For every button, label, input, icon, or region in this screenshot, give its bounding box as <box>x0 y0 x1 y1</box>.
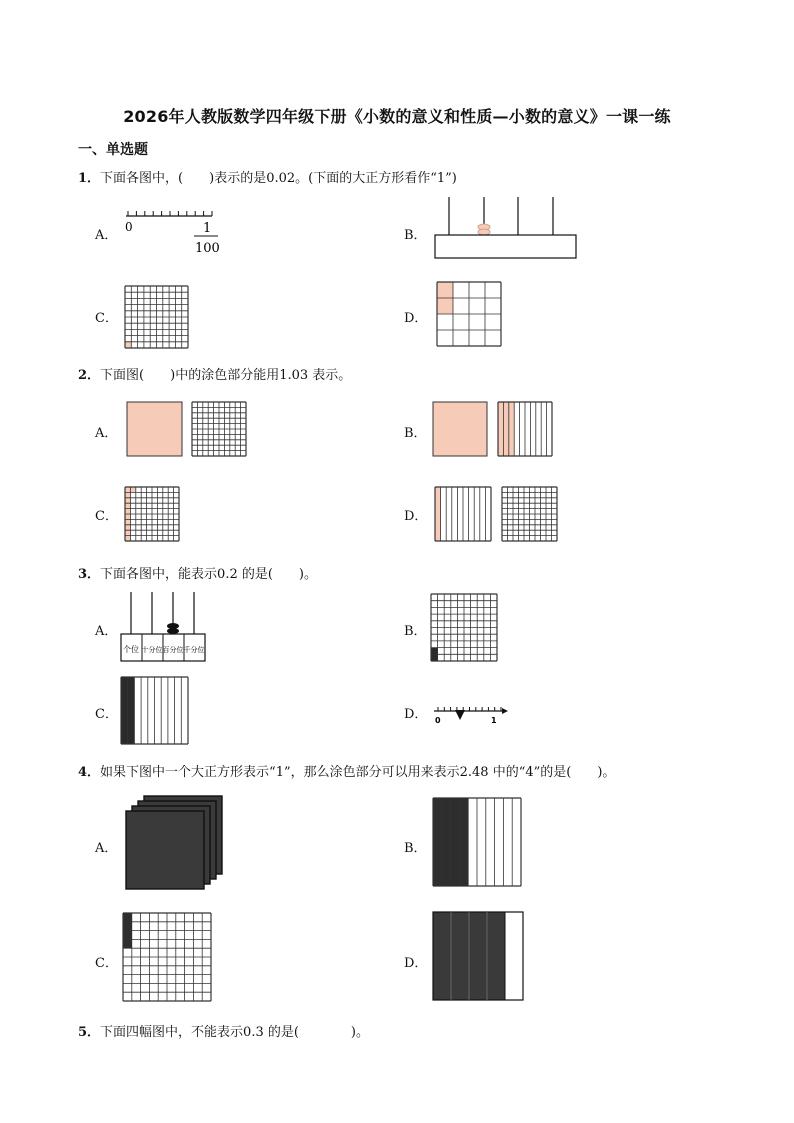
question-text: 下面四幅图中，不能表示0.3 的是( )。 <box>100 1025 369 1040</box>
number-line-figure <box>432 700 512 726</box>
number-line-figure <box>122 205 222 257</box>
hundred-grid-figure <box>430 593 500 663</box>
place-label: 百分位 <box>162 646 184 654</box>
question-text: 下面各图中，( )表示的是0.02。(下面的大正方形看作“1”) <box>100 171 457 186</box>
option-label[interactable]: D． <box>404 311 428 326</box>
option-label[interactable]: D． <box>404 956 428 971</box>
shaded-square-figure <box>126 401 250 459</box>
option-label[interactable]: A． <box>95 624 118 639</box>
question-text: 下面各图中，能表示0.2 的是( )。 <box>100 567 317 582</box>
option-label[interactable]: B． <box>404 228 427 243</box>
option-label[interactable]: C． <box>95 956 118 971</box>
pointer-triangle <box>455 710 465 720</box>
place-label: 千分位 <box>183 646 205 654</box>
question-3 <box>78 563 317 582</box>
section-heading: 一、单选题 <box>78 142 148 158</box>
question-5 <box>78 1021 369 1040</box>
sixteen-grid-figure <box>436 281 504 349</box>
hundred-grid-figure <box>124 285 190 349</box>
option-label[interactable]: A． <box>95 426 118 441</box>
large-strips-figure <box>432 911 526 1005</box>
question-number: 3． <box>78 567 101 582</box>
strips-and-grid-figure <box>434 486 560 544</box>
option-label[interactable]: B． <box>404 426 427 441</box>
place-label: 十分位 <box>141 646 163 654</box>
tenths-strips-figure <box>432 797 524 891</box>
option-label[interactable]: B． <box>404 624 427 639</box>
option-label[interactable]: B． <box>404 841 427 856</box>
option-label[interactable]: C． <box>95 311 118 326</box>
option-label[interactable]: A． <box>95 228 118 243</box>
one-label: 1 <box>491 716 497 725</box>
question-text: 下面图( )中的涂色部分能用1.03 表示。 <box>100 368 352 383</box>
tenths-strips-figure <box>120 676 190 746</box>
hundred-grid-figure <box>122 912 216 1006</box>
question-number: 2． <box>78 368 101 383</box>
question-4 <box>78 761 615 780</box>
option-label[interactable]: C． <box>95 509 118 524</box>
fraction-numerator: 1 <box>203 221 212 236</box>
abacus-figure <box>434 197 580 261</box>
stacked-squares-figure <box>122 795 226 899</box>
shaded-square-and-strips-figure <box>432 401 556 459</box>
question-2 <box>78 364 351 383</box>
place-value-abacus-figure <box>120 590 210 664</box>
option-label[interactable]: D． <box>404 707 428 722</box>
question-1 <box>78 167 457 186</box>
abacus-bead <box>478 229 490 235</box>
fraction-denominator: 100 <box>195 241 220 256</box>
question-number: 4． <box>78 765 101 780</box>
zero-label: 0 <box>125 220 133 234</box>
option-label[interactable]: C． <box>95 707 118 722</box>
place-label: 个位 <box>123 645 139 654</box>
question-number: 5． <box>78 1025 101 1040</box>
option-label[interactable]: D． <box>404 509 428 524</box>
page-title: 2026年人教版数学四年级下册《小数的意义和性质—小数的意义》一课一练 <box>123 107 671 126</box>
abacus-bead <box>167 628 179 634</box>
option-label[interactable]: A． <box>95 841 118 856</box>
question-text: 如果下图中一个大正方形表示“1”，那么涂色部分可以用来表示2.48 中的“4”的是( )。 <box>100 765 616 780</box>
zero-label: 0 <box>435 716 441 725</box>
hundred-grid-figure <box>124 486 182 544</box>
question-number: 1． <box>78 171 101 186</box>
